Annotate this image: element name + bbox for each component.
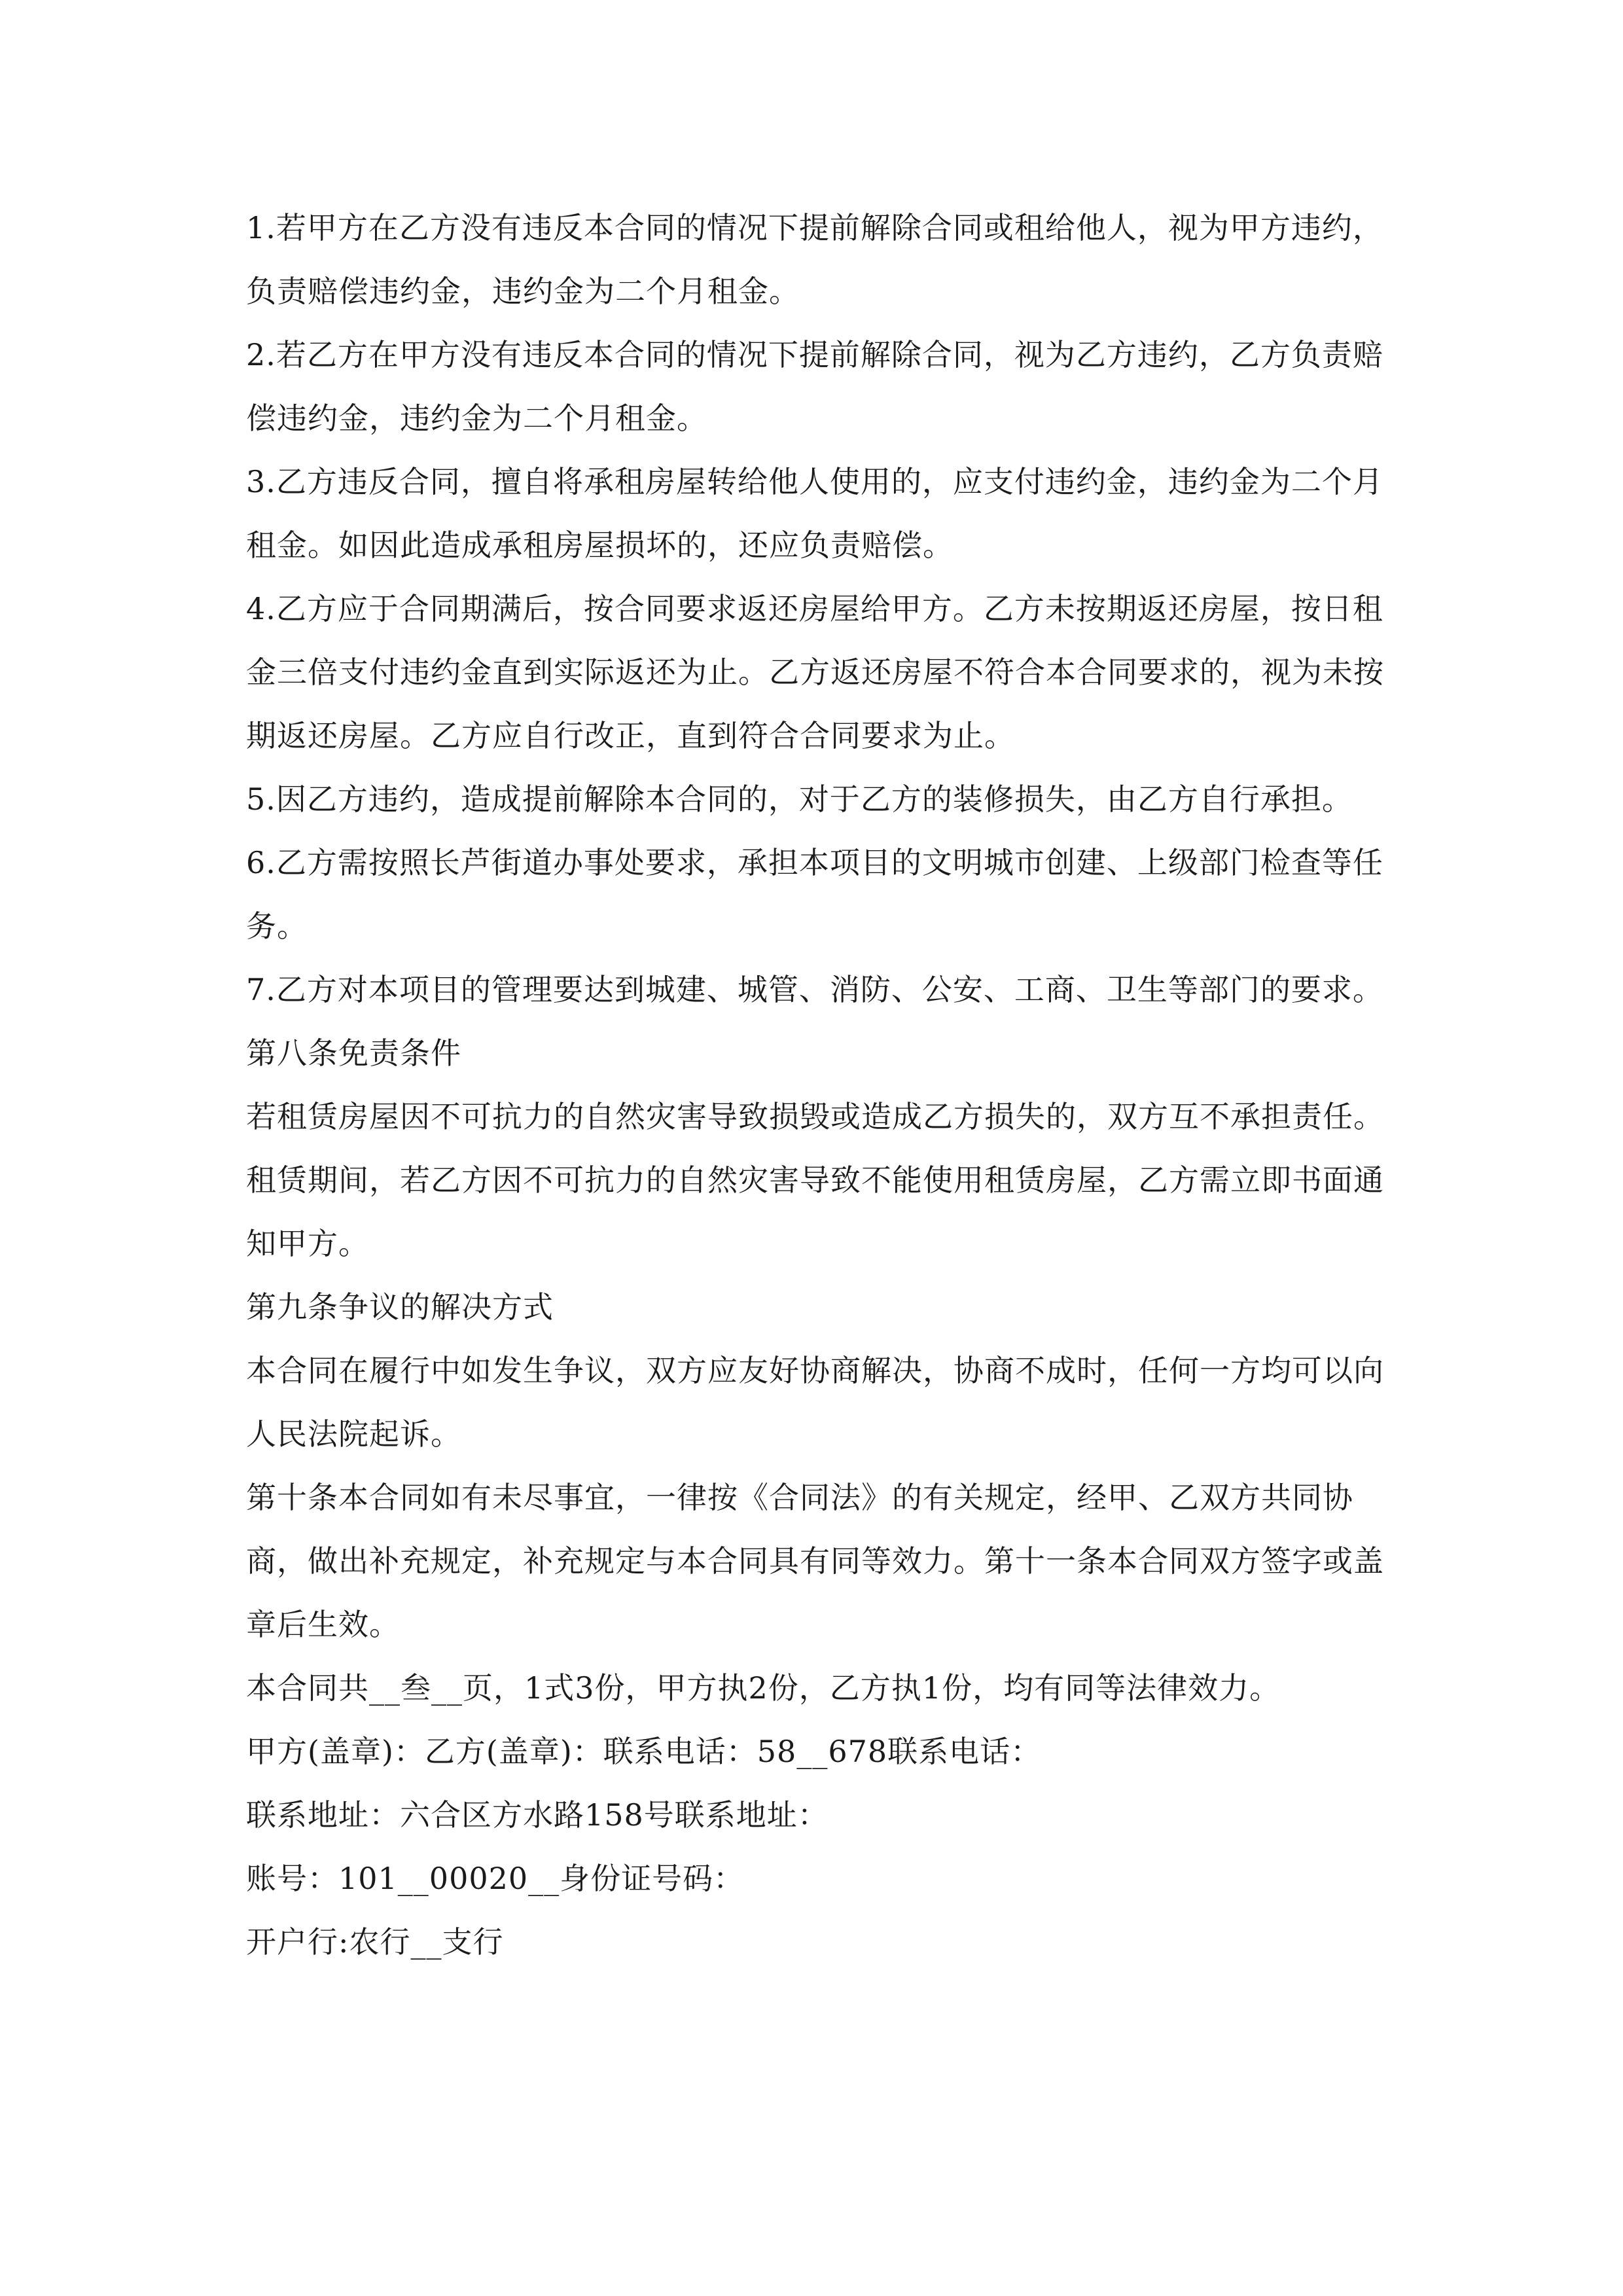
article-9-heading: 第九条争议的解决方式 xyxy=(246,1289,554,1325)
article-8-heading: 第八条免责条件 xyxy=(246,1035,461,1071)
clause-2: 2.若乙方在甲方没有违反本合同的情况下提前解除合同，视为乙方违约，乙方负责赔偿违约金，违约金为二个月租金。 xyxy=(246,337,1383,436)
bank-line: 开户行:农行__支行 xyxy=(246,1924,504,1960)
article-8-text: 若租赁房屋因不可抗力的自然灾害导致损毁或造成乙方损失的，双方互不承担责任。租赁期间，若乙方因不可抗力的自然灾害导致不能使用租赁房屋，乙方需立即书面通知甲方。 xyxy=(246,1099,1384,1261)
article-10-11-text: 第十条本合同如有未尽事宜，一律按《合同法》的有关规定，经甲、乙双方共同协商，做出补充规定，补充规定与本合同具有同等效力。第十一条本合同双方签字或盖章后生效。 xyxy=(246,1480,1384,1642)
clause-5: 5.因乙方违约，造成提前解除本合同的，对于乙方的装修损失，由乙方自行承担。 xyxy=(246,781,1353,817)
account-line: 账号：101__00020__身份证号码： xyxy=(246,1861,745,1896)
clause-7: 7.乙方对本项目的管理要达到城建、城管、消防、公安、工商、卫生等部门的要求。 xyxy=(246,972,1383,1007)
clause-3: 3.乙方违反合同，擅自将承租房屋转给他人使用的，应支付违约金，违约金为二个月租金。如因此造成承租房屋损坏的，还应负责赔偿。 xyxy=(246,464,1383,563)
article-9-text: 本合同在履行中如发生争议，双方应友好协商解决，协商不成时，任何一方均可以向人民法院起诉。 xyxy=(246,1353,1384,1452)
signature-line: 甲方(盖章)：乙方(盖章)：联系电话：58__678联系电话： xyxy=(246,1734,1042,1769)
clause-1: 1.若甲方在乙方没有违反本合同的情况下提前解除合同或租给他人，视为甲方违约，负责赔偿违约金，违约金为二个月租金。 xyxy=(246,210,1383,309)
clause-6: 6.乙方需按照长芦街道办事处要求，承担本项目的文明城市创建、上级部门检查等任务。 xyxy=(246,845,1383,944)
copies-statement: 本合同共__叁__页，1式3份，甲方执2份，乙方执1份，均有同等法律效力。 xyxy=(246,1670,1281,1706)
clause-4: 4.乙方应于合同期满后，按合同要求返还房屋给甲方。乙方未按期返还房屋，按日租金三倍支付违约金直到实际返还为止。乙方返还房屋不符合本合同要求的，视为未按期返还房屋。乙方应自行改正，直到符合合同要求为止。 xyxy=(246,591,1384,753)
document-body xyxy=(246,196,1414,1974)
address-line: 联系地址：六合区方水路158号联系地址： xyxy=(246,1797,829,1833)
